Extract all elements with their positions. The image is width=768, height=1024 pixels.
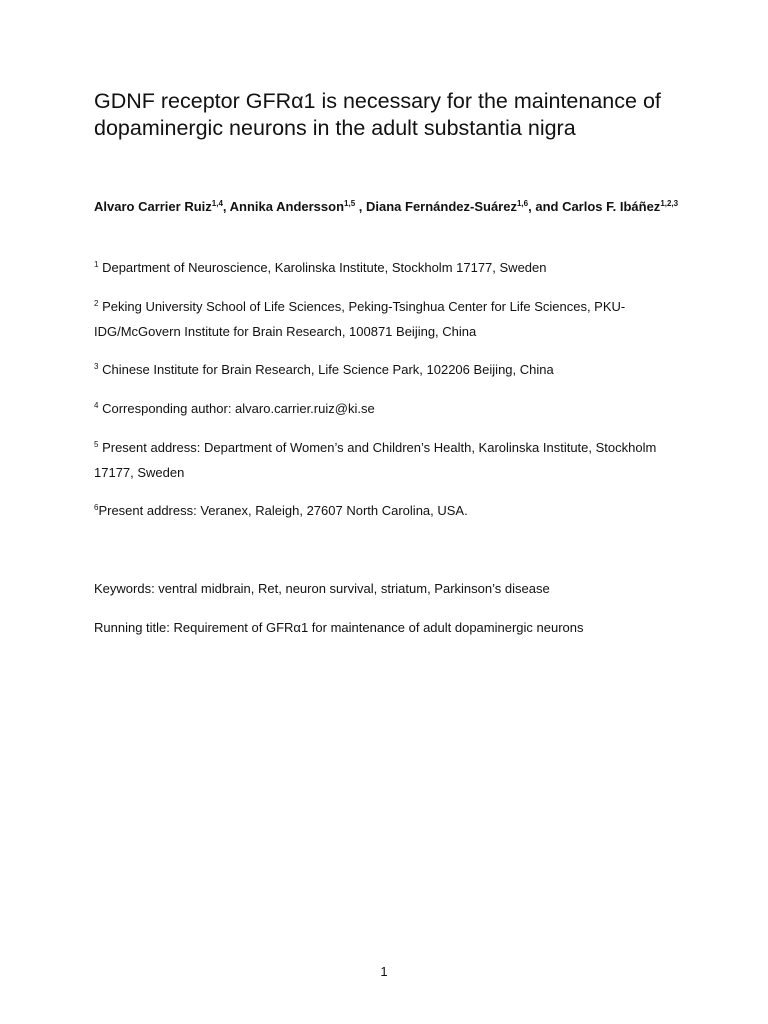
author-list: [94, 194, 684, 219]
affiliation-1: [94, 255, 694, 280]
author-name: Annika Andersson: [229, 199, 345, 214]
affiliation-number: 3: [94, 362, 99, 371]
affiliation-text: Chinese Institute for Brain Research, Life Science Park, 102206 Beijing, China: [102, 362, 554, 377]
affiliation-text: Present address: Veranex, Raleigh, 27607 North Carolina, USA.: [98, 503, 468, 518]
author-separator: ,: [355, 199, 366, 214]
affiliation-3: [94, 357, 694, 382]
running-title: Running title: Requirement of GFRα1 for maintenance of adult dopaminergic neurons: [94, 620, 584, 635]
author-affiliation-marker: 1,6: [516, 199, 529, 208]
author-name: Alvaro Carrier Ruiz: [94, 199, 212, 214]
affiliation-text: Department of Neuroscience, Karolinska Institute, Stockholm 17177, Sweden: [102, 260, 547, 275]
affiliation-number: 2: [94, 299, 99, 308]
affiliation-text: Peking University School of Life Sciences, Peking-Tsinghua Center for Life Sciences, PKU-IDG/McGovern Institute for Brain Research, 100871 Beijing, China: [94, 299, 626, 339]
affiliation-2: [94, 294, 694, 344]
affiliation-text: Corresponding author: alvaro.carrier.ruiz@ki.se: [102, 401, 375, 416]
author-separator: , and: [528, 199, 563, 214]
affiliation-number: 5: [94, 440, 99, 449]
affiliation-number: 6: [94, 503, 99, 512]
author-name: Carlos F. Ibáñez: [562, 199, 661, 214]
author-affiliation-marker: 1,2,3: [660, 199, 679, 208]
keywords: Keywords: ventral midbrain, Ret, neuron survival, striatum, Parkinson’s disease: [94, 581, 550, 596]
author-affiliation-marker: 1,4: [211, 199, 223, 208]
page-number: 1: [380, 964, 388, 979]
affiliation-number: 1: [94, 260, 99, 269]
author-affiliation-marker: 1,5: [344, 199, 356, 208]
affiliation-number: 4: [94, 401, 99, 410]
paper-title: GDNF receptor GFRα1 is necessary for the maintenance of dopaminergic neurons in the adult substantia nigra: [94, 89, 661, 140]
affiliation-6: [94, 498, 694, 523]
author-separator: ,: [222, 199, 230, 214]
affiliation-text: Present address: Department of Women’s and Children’s Health, Karolinska Institute, Stockholm 17177, Sweden: [94, 440, 657, 480]
affiliation-4: [94, 396, 694, 421]
affiliation-5: [94, 435, 694, 485]
author-name: Diana Fernández-Suárez: [365, 199, 517, 214]
